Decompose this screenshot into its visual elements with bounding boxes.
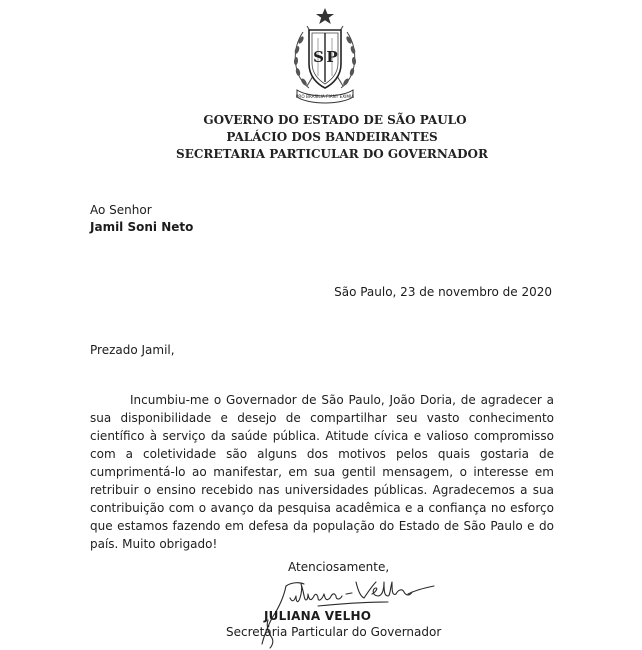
crest-initial-s: S: [313, 48, 324, 66]
letterhead-secretariat: SECRETARIA PARTICULAR DO GOVERNADOR: [176, 147, 488, 161]
letter-body: Incumbiu-me o Governador de São Paulo, João Doria, de agradecer a sua disponibilidade e desejo de compartilhar seu vasto conhecimento científico à serviço da saúde pública. Atitude cívica e valioso compromisso com a coletividade são alguns dos motivos pelos quais gostaria de cumprimentá-lo ao manifestar, em sua gentil mensagem, o interesse em retribuir o ensino recebido nas universidades públicas. Agradecemos a sua contribuição com o avanço da pesquisa acadêmica e a confiança no esforço que estamos fazendo em defesa da população do Estado de São Paulo e do país. Muito obrigado!: [90, 393, 554, 551]
crest-initial-p: P: [326, 48, 338, 66]
letterhead: [0, 112, 642, 163]
letterhead-government: GOVERNO DO ESTADO DE SÃO PAULO: [203, 113, 467, 127]
signer-name: JULIANA VELHO: [264, 609, 372, 623]
coat-of-arms-icon: [287, 6, 363, 106]
greeting: Prezado Jamil,: [90, 343, 175, 357]
recipient-salutation: Ao Senhor: [90, 203, 152, 217]
recipient-name: Jamil Soni Neto: [90, 220, 194, 234]
letterhead-palace: PALÁCIO DOS BANDEIRANTES: [226, 130, 438, 144]
signer-title: Secretária Particular do Governador: [226, 625, 442, 639]
closing: Atenciosamente,: [288, 560, 390, 574]
crest-motto: PRO BRASILIA FIANT EXIMIA: [295, 94, 355, 99]
letter-date: São Paulo, 23 de novembro de 2020: [334, 285, 552, 299]
recipient-block: [90, 202, 193, 236]
